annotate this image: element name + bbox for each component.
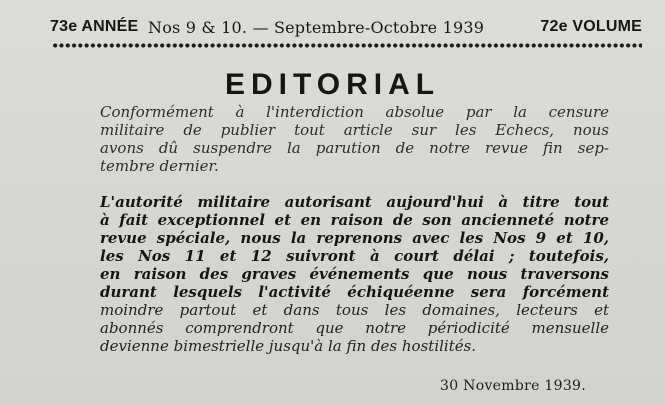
text-line: les Nos 11 et 12 suivront à court délai ; toutefois, xyxy=(100,247,609,265)
text-line: en raison des graves événements que nous traversons xyxy=(100,265,609,283)
paragraph-censorship xyxy=(80,103,609,193)
text-line: à fait exceptionnel et en raison de son ancienneté notre xyxy=(100,211,609,229)
text-line: avons dû suspendre la parution de notre revue fin sep- xyxy=(100,139,609,157)
issue-label: Nos 9 & 10. — Septembre-Octobre 1939 xyxy=(148,18,485,37)
page-header xyxy=(50,14,642,40)
text-line: durant lesquels l'activité échiquéenne sera forcément xyxy=(100,283,609,301)
text-line: abonnés comprendront que notre périodicité mensuelle xyxy=(100,319,609,337)
text-line: Conformément à l'interdiction absolue par la censure xyxy=(100,103,609,121)
editorial-body xyxy=(80,103,609,355)
year-label: 73e ANNÉE xyxy=(50,18,139,35)
text-line: revue spéciale, nous la reprenons avec les Nos 9 et 10, xyxy=(100,229,609,247)
dotted-rule xyxy=(52,42,642,49)
text-line: moindre partout et dans tous les domaines, lecteurs et xyxy=(100,301,609,319)
text-line: devienne bimestrielle jusqu'à la fin des hostilités. xyxy=(100,337,477,355)
paragraph-resumption xyxy=(80,193,609,355)
text-line: L'autorité militaire autorisant aujourd'hui à titre tout xyxy=(100,193,609,211)
editorial-date: 30 Novembre 1939. xyxy=(440,378,586,394)
text-line: tembre dernier. xyxy=(100,157,219,175)
editorial-title: EDITORIAL xyxy=(224,68,441,101)
volume-label: 72e VOLUME xyxy=(540,18,642,35)
text-line: militaire de publier tout article sur les Echecs, nous xyxy=(100,121,609,139)
